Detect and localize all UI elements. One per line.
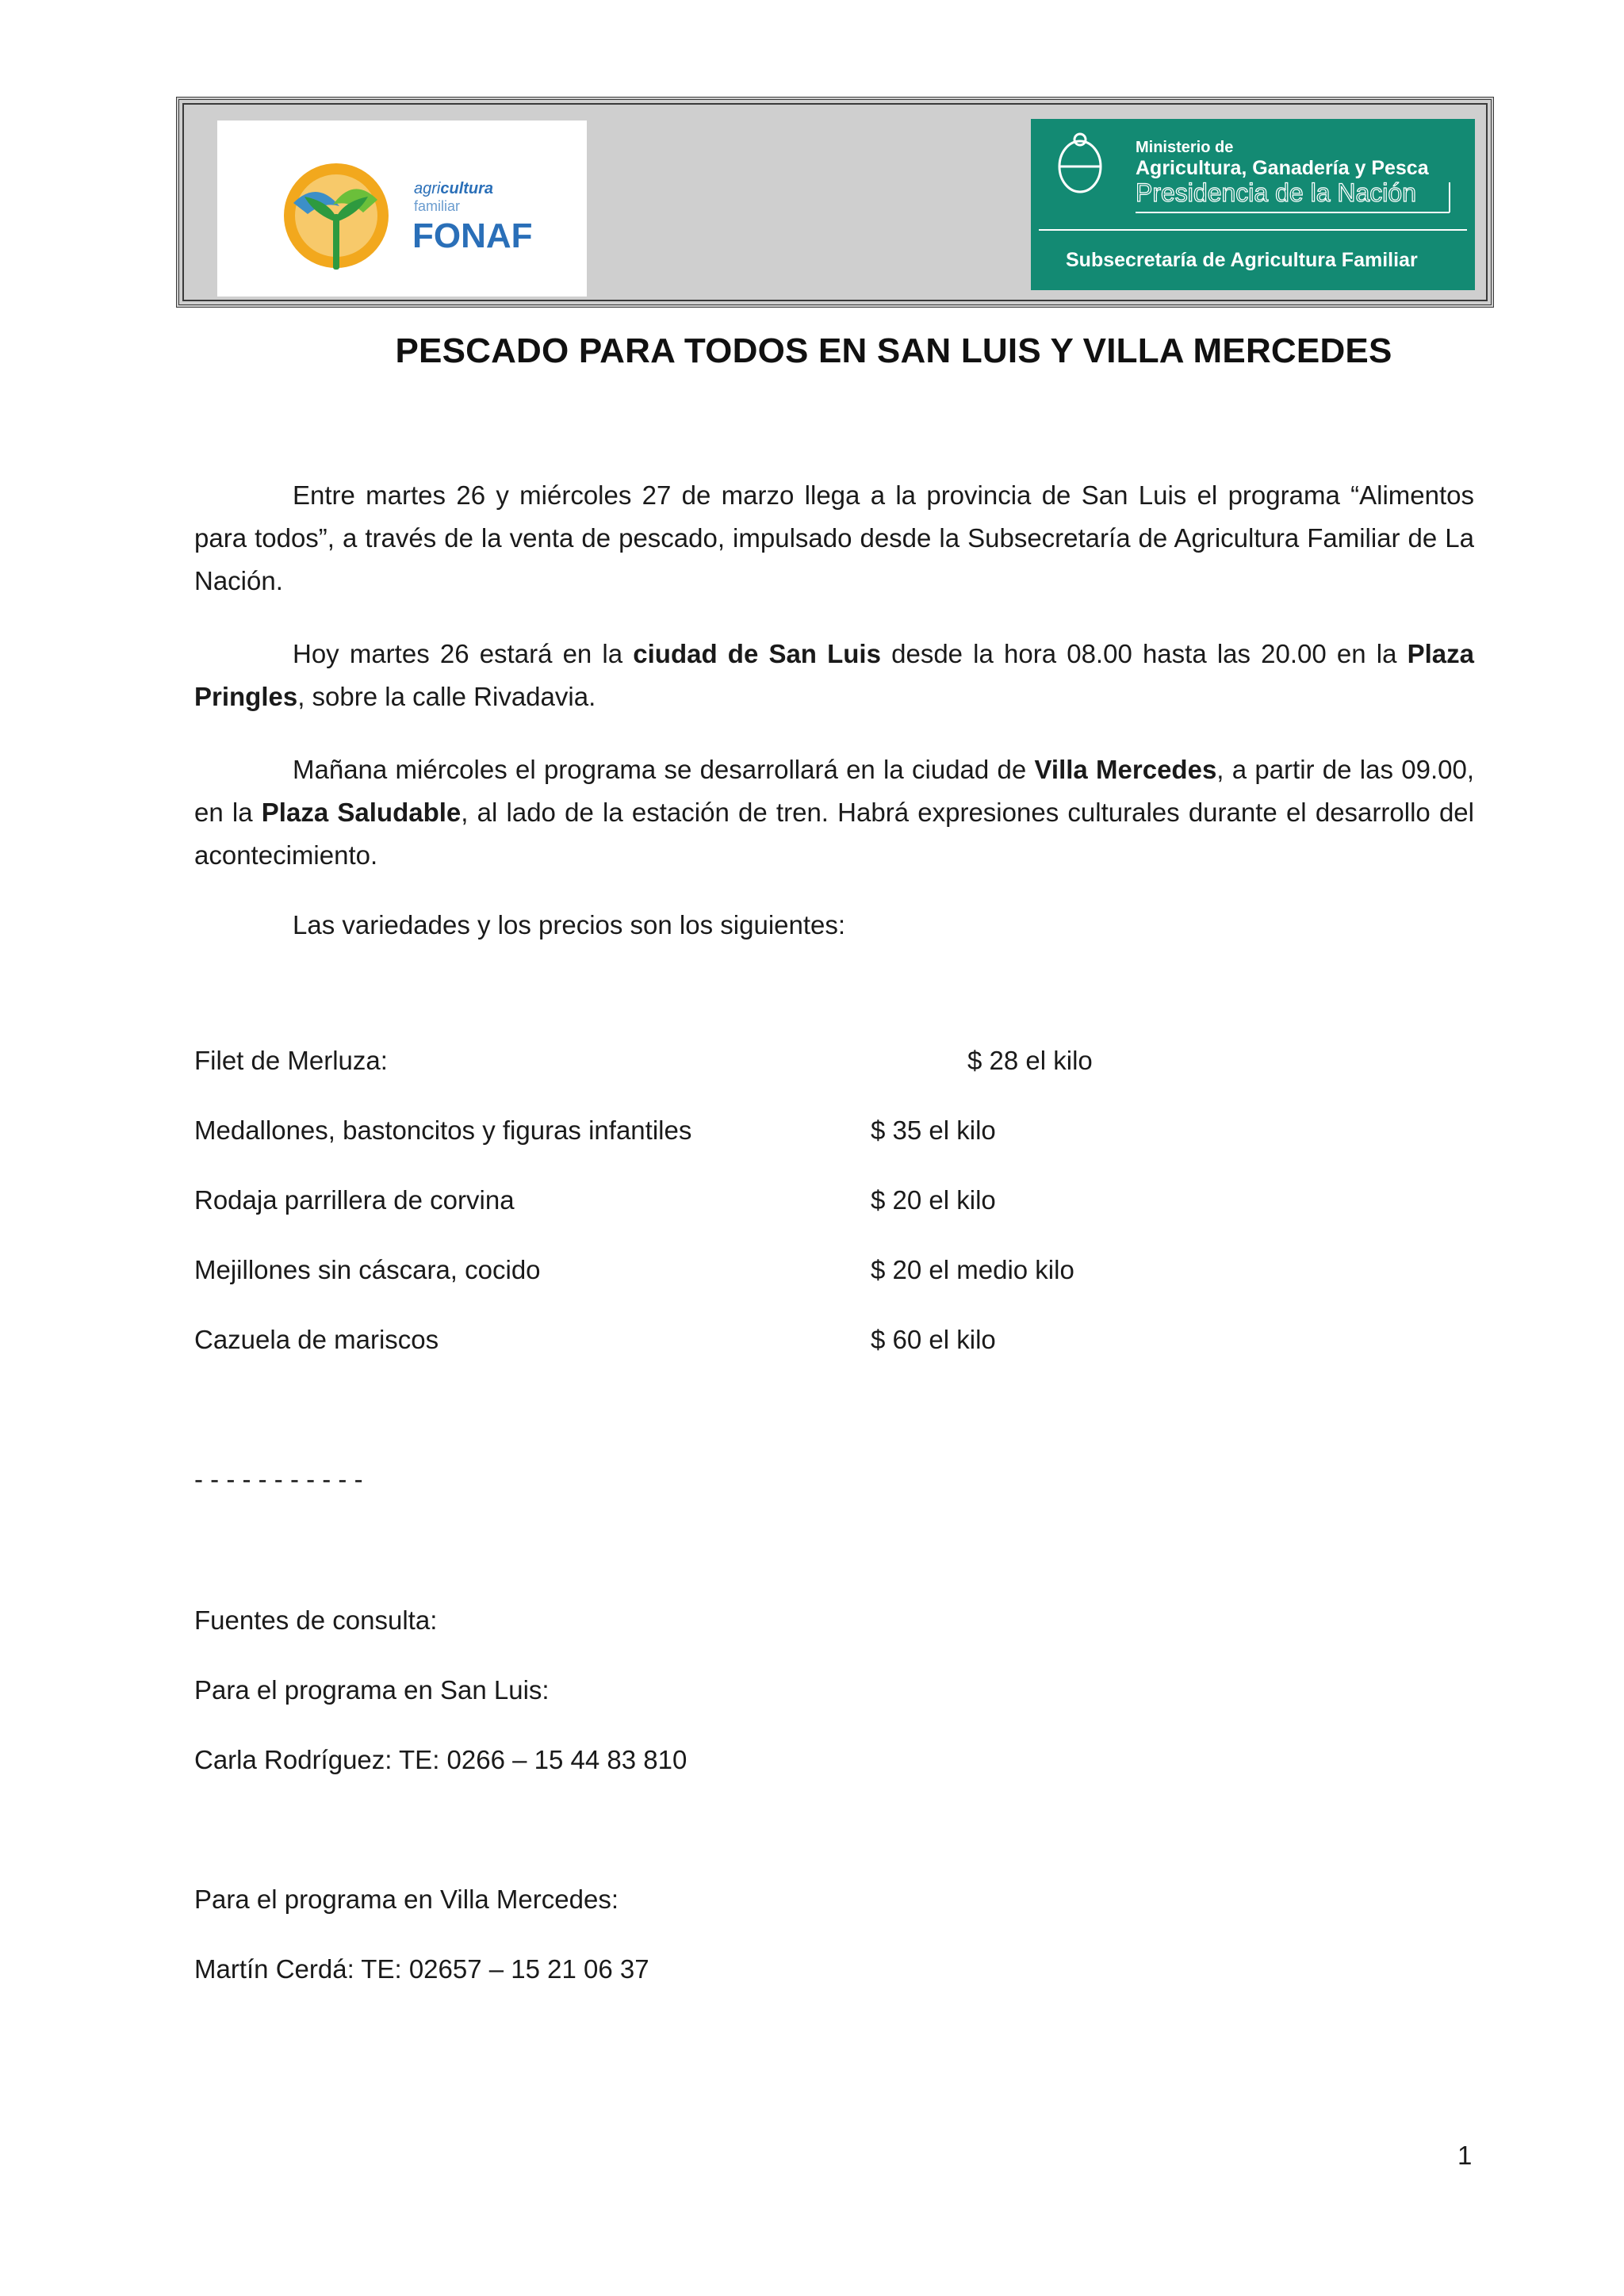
ministry-emblem xyxy=(1031,119,1475,290)
paragraph-prices-intro: Las variedades y los precios son los siguientes: xyxy=(293,910,846,939)
price-item-value: $ 20 el medio kilo xyxy=(871,1255,1074,1284)
ministry-line-4: Subsecretaría de Agricultura Familiar xyxy=(1066,249,1418,271)
ministry-line-1: Ministerio de xyxy=(1136,139,1234,156)
fonaf-small-text-2: familiar xyxy=(414,198,461,214)
price-item-name: Filet de Merluza: xyxy=(194,1046,388,1075)
price-item-value: $ 28 el kilo xyxy=(967,1046,1093,1075)
paragraph-intro: Entre martes 26 y miércoles 27 de marzo llega a la provincia de San Luis el programa “Alimentos para todos”, a través de la venta de pescado, impulsado desde la Subsecretaría de Agricultura Familiar de La Nación. xyxy=(194,480,1474,595)
san-luis-contact: Carla Rodríguez: TE: 0266 – 15 44 83 810 xyxy=(194,1745,688,1774)
paragraph-villa-mercedes: Mañana miércoles el programa se desarrollará en la ciudad de Villa Mercedes, a partir de las 09.00, en la Plaza Saludable, al lado de la estación de tren. Habrá expresiones culturales durante el desarrollo del acontecimiento. xyxy=(194,755,1474,870)
price-item-value: $ 20 el kilo xyxy=(871,1185,996,1215)
argentina-shield-icon xyxy=(1059,134,1101,192)
price-item-name: Cazuela de mariscos xyxy=(194,1325,439,1354)
fonaf-logo xyxy=(217,121,587,297)
separator-dashes: - - - - - - - - - - - xyxy=(194,1464,363,1494)
paragraph-san-luis: Hoy martes 26 estará en la ciudad de San Luis desde la hora 08.00 hasta las 20.00 en la Plaza Pringles, sobre la calle Rivadavia. xyxy=(194,639,1474,711)
ministry-line-2: Agricultura, Ganadería y Pesca xyxy=(1136,157,1429,179)
price-item-value: $ 60 el kilo xyxy=(871,1325,996,1354)
price-item-value: $ 35 el kilo xyxy=(871,1115,996,1145)
price-item-name: Medallones, bastoncitos y figuras infantiles xyxy=(194,1115,692,1145)
price-item-name: Mejillones sin cáscara, cocido xyxy=(194,1255,541,1284)
villa-mercedes-contact: Martín Cerdá: TE: 02657 – 15 21 06 37 xyxy=(194,1954,649,1984)
ministry-line-3: Presidencia de la Nación xyxy=(1136,178,1416,207)
price-item-name: Rodaja parrillera de corvina xyxy=(194,1185,515,1215)
ministry-logo xyxy=(1031,119,1475,290)
fonaf-emblem-icon xyxy=(217,121,587,297)
sources-heading: Fuentes de consulta: xyxy=(194,1605,438,1635)
page-number: 1 xyxy=(1457,2141,1473,2170)
page-title: PESCADO PARA TODOS EN SAN LUIS Y VILLA MERCEDES xyxy=(395,331,1392,370)
fonaf-small-text-1: agricultura xyxy=(414,180,494,197)
san-luis-label: Para el programa en San Luis: xyxy=(194,1675,550,1705)
villa-mercedes-label: Para el programa en Villa Mercedes: xyxy=(194,1885,619,1914)
fonaf-brand-text: FONAF xyxy=(412,216,533,255)
